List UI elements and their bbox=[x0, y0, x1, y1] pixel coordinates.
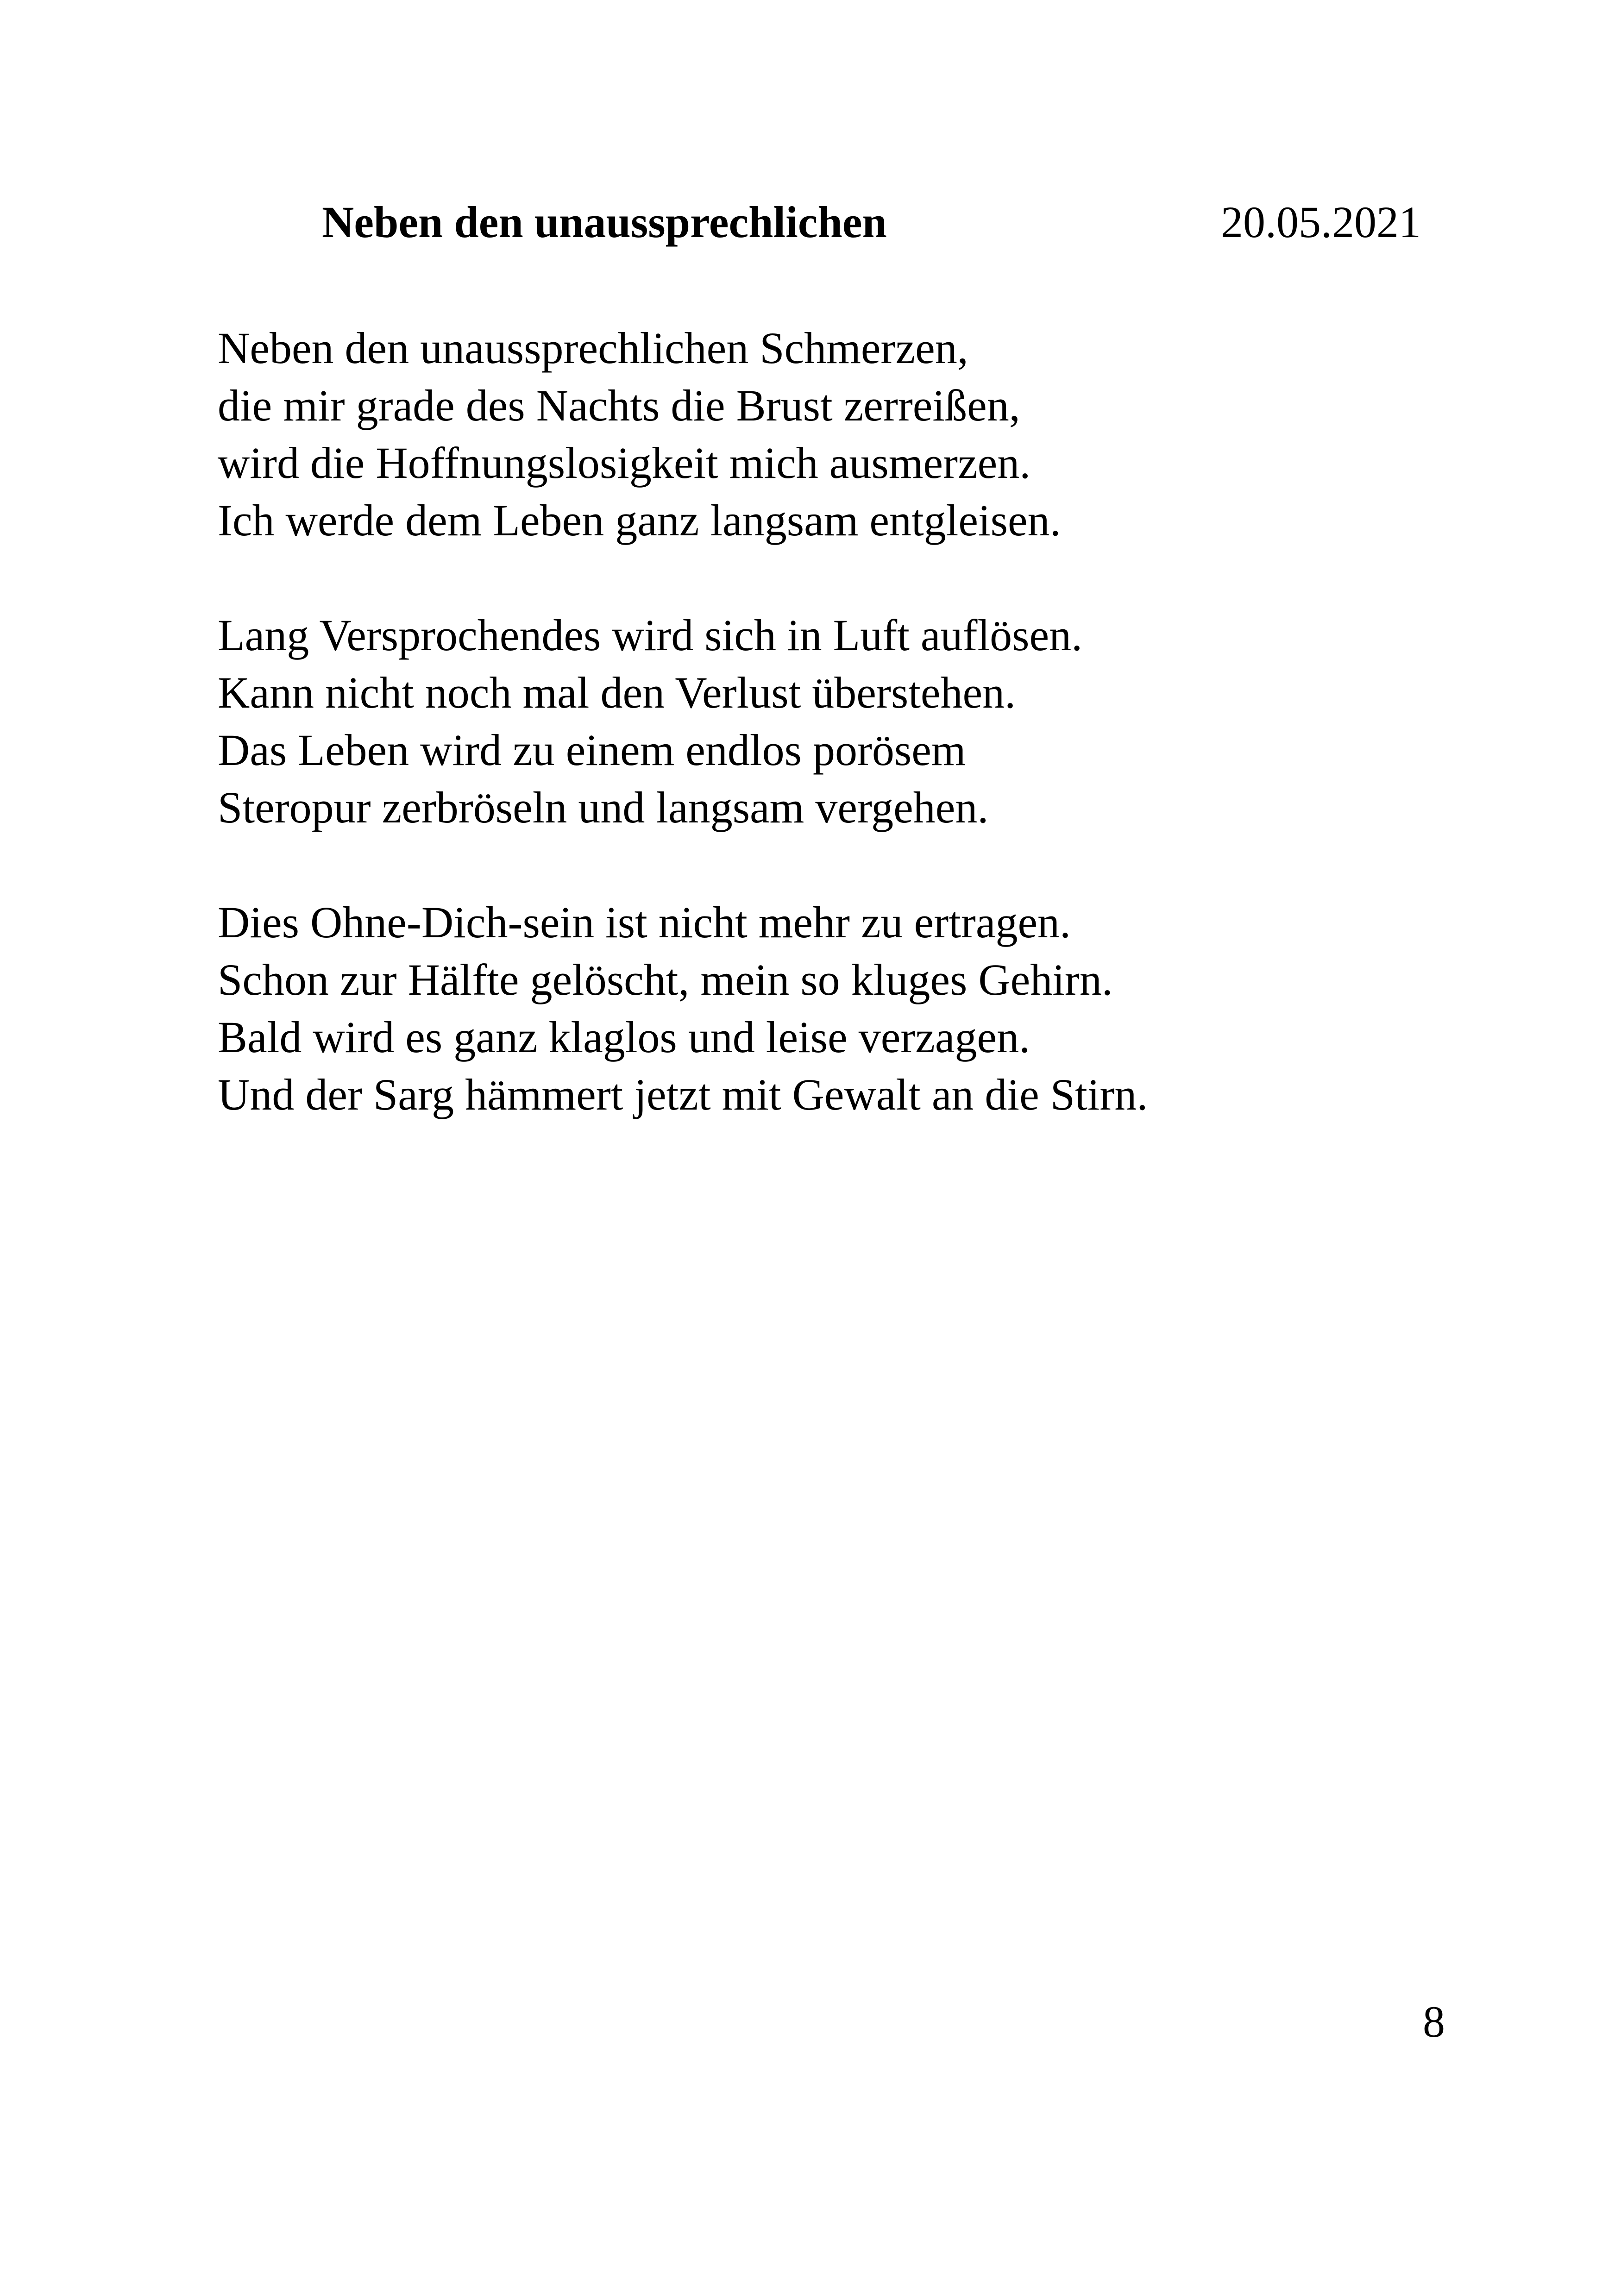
poem-line: Das Leben wird zu einem endlos porösem bbox=[218, 725, 966, 775]
poem-line: die mir grade des Nachts die Brust zerreißen, bbox=[218, 381, 1020, 430]
poem-line: Lang Versprochendes wird sich in Luft auflösen. bbox=[218, 610, 1083, 660]
poem-line: Und der Sarg hämmert jetzt mit Gewalt an die Stirn. bbox=[218, 1070, 1148, 1119]
poem-line: Kann nicht noch mal den Verlust überstehen. bbox=[218, 668, 1016, 717]
stanza-3 bbox=[218, 894, 1468, 1123]
poem-line: Bald wird es ganz klaglos und leise verzagen. bbox=[218, 1012, 1030, 1062]
poem-line: wird die Hoffnungslosigkeit mich ausmerzen. bbox=[218, 438, 1031, 488]
stanza-1 bbox=[218, 320, 1468, 549]
poem-body bbox=[218, 320, 1468, 1181]
poem-line: Neben den unaussprechlichen Schmerzen, bbox=[218, 323, 968, 373]
poem-line: Steropur zerbröseln und langsam vergehen. bbox=[218, 783, 989, 832]
page-number: 8 bbox=[1423, 1997, 1445, 2046]
poem-line: Dies Ohne-Dich-sein ist nicht mehr zu ertragen. bbox=[218, 897, 1071, 947]
poem-line: Ich werde dem Leben ganz langsam entgleisen. bbox=[218, 496, 1061, 545]
poem-line: Schon zur Hälfte gelöscht, mein so kluges Gehirn. bbox=[218, 955, 1113, 1004]
poem-title: Neben den unaussprechlichen bbox=[322, 197, 887, 247]
poem-date: 20.05.2021 bbox=[1221, 197, 1421, 247]
stanza-2 bbox=[218, 607, 1468, 836]
